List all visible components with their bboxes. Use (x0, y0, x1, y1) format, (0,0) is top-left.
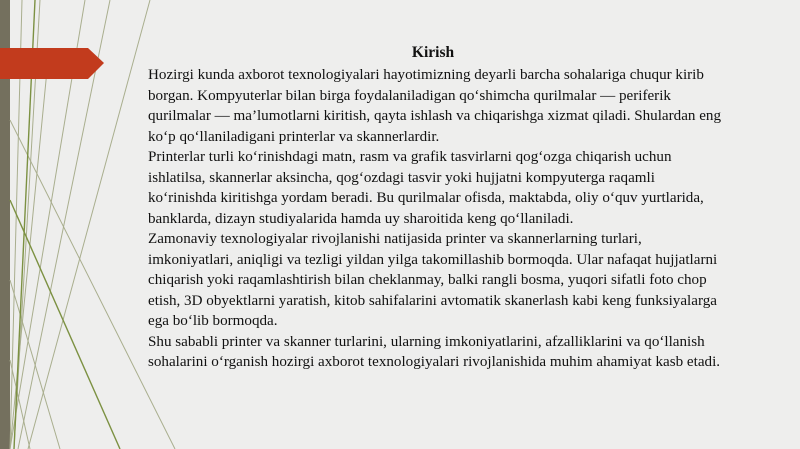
paragraph: Shu sababli printer va skanner turlarini, ularning imkoniyatlarini, afzalliklarini va qo‘llanish sohalarini o‘rganish hozirgi axborot texnologiyalari rivojlanishida muhim ahamiyat kasb etadi. (148, 333, 721, 370)
slide-body (148, 65, 723, 373)
accent-arrow-tab (0, 48, 104, 79)
paragraph: Printerlar turli ko‘rinishdagi matn, rasm va grafik tasvirlarni qog‘ozga chiqarish uchun ishlatilsa, skannerlar aksincha, qog‘ozdagi tasvir yoki hujjatni kompyuterga raqamli ko‘rinishda kiritishga yordam beradi. Bu qurilmalar ofisda, maktabda, oliy o‘quv yurtlarida, banklarda, dizayn studiyalarida hamda uy sharoitida keng qo‘llaniladi. (148, 149, 704, 227)
slide-title: Kirish (411, 44, 455, 61)
paragraph: Zamonaviy texnologiyalar rivojlanishi natijasida printer va skannerlarning turlari, imkoniyatlari, aniqligi va tezligi yildan yilga takomillashib bormoqda. Ular nafaqat hujjatlarni chiqarish yoki raqamlashtirish bilan cheklanmay, balki rangli bosma, yuqori sifatli foto chop etish, 3D obyektlarni yaratish, kitob sahifalarini avtomatik skanerlash kabi keng funksiyalarga ega bo‘lib bormoqda. (148, 231, 718, 329)
paragraph: Hozirgi kunda axborot texnologiyalari hayotimizning deyarli barcha sohalariga chuqur kirib borgan. Kompyuterlar bilan birga foydalaniladigan qo‘shimcha qurilmalar — periferik qurilmalar — ma’lumotlarni kiritish, qayta ishlash va chiqarishga xizmat qiladi. Shulardan eng ko‘p qo‘llaniladigani printerlar va skannerlardir. (148, 67, 722, 145)
